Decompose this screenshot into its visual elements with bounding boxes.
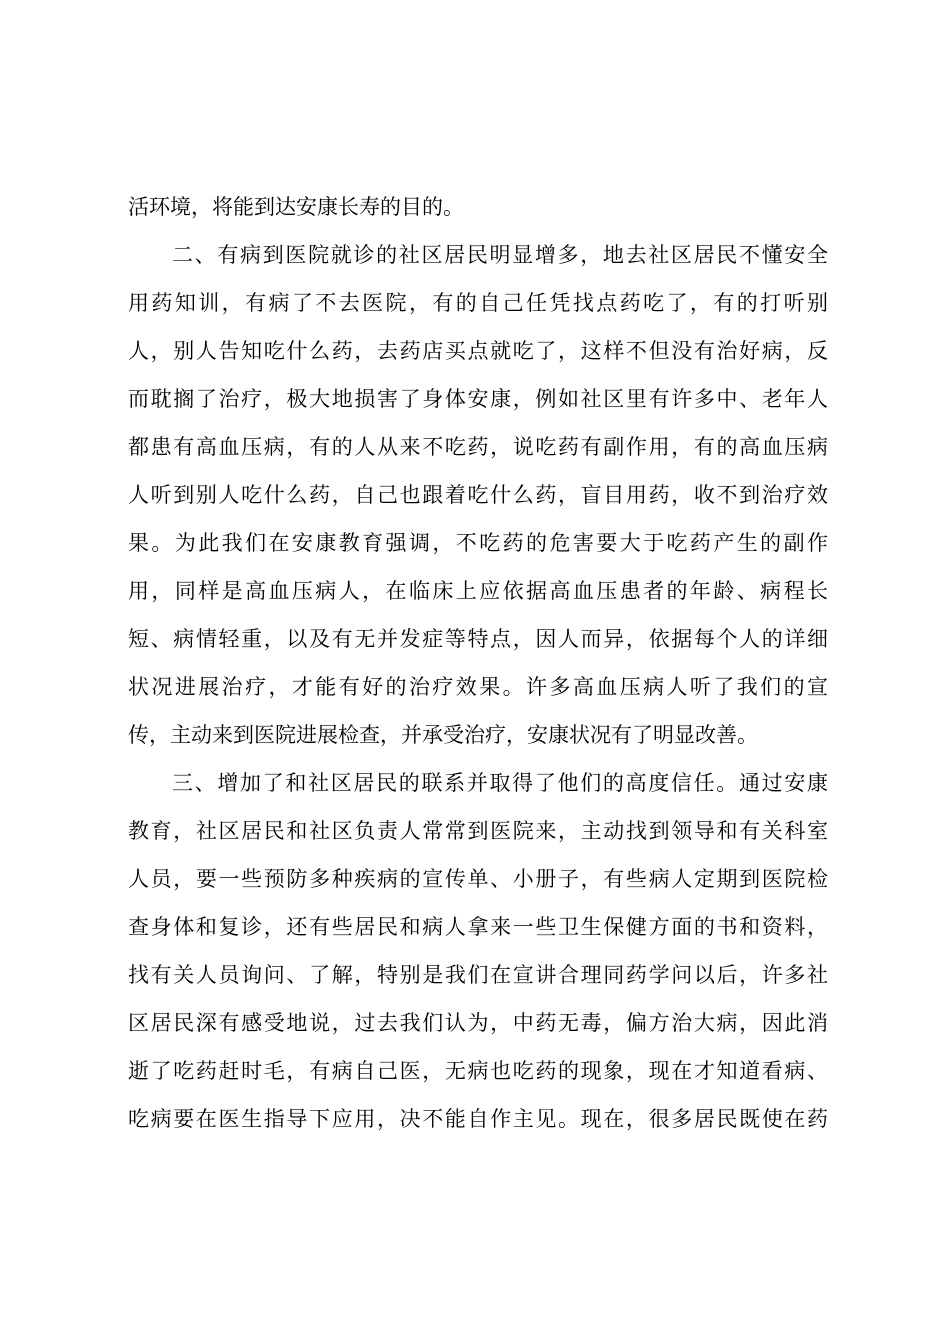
text-line: 果。为此我们在安康教育强调，不吃药的危害要大于吃药产生的副作	[128, 531, 828, 555]
text-line: 活环境，将能到达安康长寿的目的。	[128, 195, 464, 219]
text-line: 短、病情轻重，以及有无并发症等特点，因人而异，依据每个人的详细	[128, 627, 828, 651]
paragraph-first-line: 二、有病到医院就诊的社区居民明显增多，地去社区居民不懂安全	[172, 243, 828, 267]
text-line: 而耽搁了治疗，极大地损害了身体安康，例如社区里有许多中、老年人	[128, 387, 828, 411]
text-line: 用，同样是高血压病人，在临床上应依据高血压患者的年龄、病程长	[128, 579, 828, 603]
text-line: 传，主动来到医院进展检查，并承受治疗，安康状况有了明显改善。	[128, 723, 758, 747]
text-line: 找有关人员询问、了解，特别是我们在宣讲合理同药学问以后，许多社	[128, 963, 828, 987]
text-line: 都患有高血压病，有的人从来不吃药，说吃药有副作用，有的高血压病	[128, 435, 828, 459]
text-line: 逝了吃药赶时毛，有病自己医，无病也吃药的现象，现在才知道看病、	[128, 1059, 828, 1083]
text-line: 人听到别人吃什么药，自己也跟着吃什么药，盲目用药，收不到治疗效	[128, 483, 828, 507]
text-line: 人员，要一些预防多种疾病的宣传单、小册子，有些病人定期到医院检	[128, 867, 828, 891]
paragraph-first-line: 三、增加了和社区居民的联系并取得了他们的高度信任。通过安康	[172, 771, 828, 795]
text-line: 教育，社区居民和社区负责人常常到医院来，主动找到领导和有关科室	[128, 819, 828, 843]
text-line: 区居民深有感受地说，过去我们认为，中药无毒，偏方治大病，因此消	[128, 1011, 828, 1035]
text-line: 用药知训，有病了不去医院，有的自己任凭找点药吃了，有的打听别	[128, 291, 828, 315]
text-line: 人，别人告知吃什么药，去药店买点就吃了，这样不但没有治好病，反	[128, 339, 828, 363]
text-line: 状况进展治疗，才能有好的治疗效果。许多高血压病人听了我们的宣	[128, 675, 828, 699]
text-line: 查身体和复诊，还有些居民和病人拿来一些卫生保健方面的书和资料，	[128, 915, 828, 939]
text-line: 吃病要在医生指导下应用，决不能自作主见。现在，很多居民既使在药	[128, 1107, 828, 1131]
document-body	[128, 183, 828, 1143]
